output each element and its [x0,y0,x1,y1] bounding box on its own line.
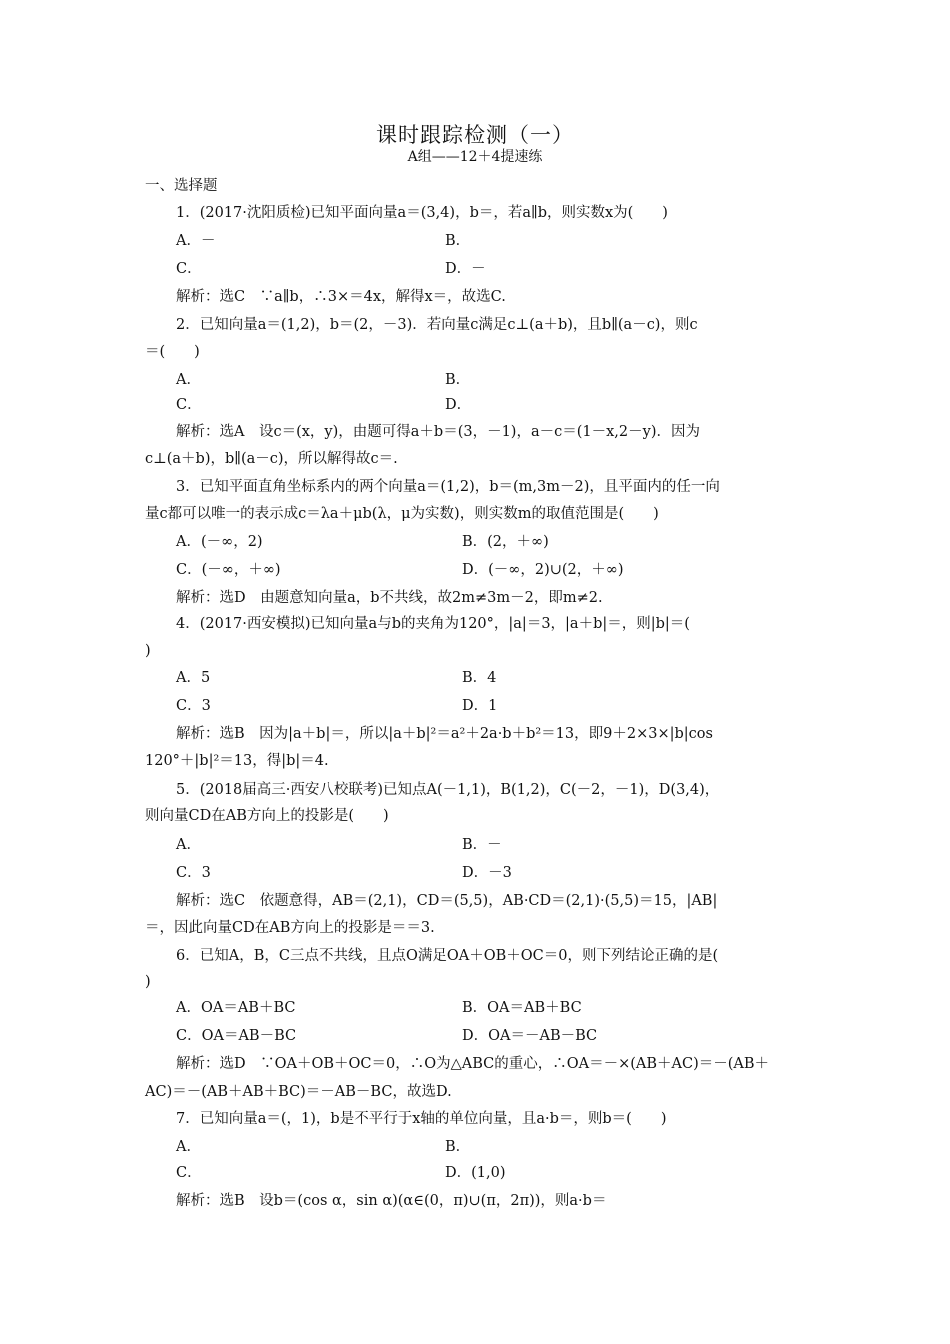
solution-6: 解析：选D ∵OA＋OB＋OC＝0，∴O为△ABC的重心，∴OA＝－×(AB＋AC)＝－(AB＋ [176,1056,770,1072]
option-a: A． [176,372,201,388]
option-d: D．－3 [462,865,512,881]
option-c: C．(－∞，＋∞) [176,562,281,578]
question-1: 1．(2017·沈阳质检)已知平面向量a＝(3,4)，b＝，若a∥b，则实数x为( ) [176,205,668,221]
option-b: B． [445,1139,471,1155]
question-5: 5．(2018届高三·西安八校联考)已知点A(－1,1)，B(1,2)，C(－2，－1)，D(3,4)， [176,782,720,798]
solution-3: 解析：选D 由题意知向量a，b不共线，故2m≠3m－2，即m≠2. [176,590,603,606]
option-c: C．3 [176,865,211,881]
question-2-cont: ＝( ) [145,344,200,360]
question-3-cont: 量c都可以唯一的表示成c＝λa＋μb(λ，μ为实数)，则实数m的取值范围是( ) [145,506,659,522]
question-2: 2．已知向量a＝(1,2)，b＝(2，－3)．若向量c满足c⊥(a＋b)，且b∥(a－c)，则c [176,317,698,333]
option-a: A．OA＝AB＋BC [176,1000,296,1016]
solution-1: 解析：选C ∵a∥b，∴3×＝4x，解得x＝，故选C. [176,289,506,305]
solution-5-cont: ＝，因此向量CD在AB方向上的投影是＝＝3. [145,920,435,936]
option-d: D． [445,397,472,413]
question-6: 6．已知A，B，C三点不共线，且点O满足OA＋OB＋OC＝0，则下列结论正确的是( [176,948,719,964]
option-d: D．OA＝－AB－BC [462,1028,598,1044]
option-b: B．(2，＋∞) [462,534,549,550]
option-b: B． [445,372,471,388]
solution-6-cont: AC)＝－(AB＋AB＋BC)＝－AB－BC，故选D. [145,1084,452,1100]
question-4: 4．(2017·西安模拟)已知向量a与b的夹角为120°，|a|＝3，|a＋b|＝，则|b|＝( [176,616,690,632]
option-c: C． [176,1165,202,1181]
page-title: 课时跟踪检测（一） [376,123,574,147]
section-heading: 一、选择题 [145,178,218,194]
option-a: A． [176,837,201,853]
option-b: B．－ [462,837,502,853]
option-d: D．(－∞，2)∪(2，＋∞) [462,562,624,578]
option-c: C． [176,261,202,277]
option-b: B． [445,233,471,249]
option-a: A．(－∞，2) [176,534,263,550]
page-subtitle: A组——12＋4提速练 [407,149,543,165]
option-b: B．4 [462,670,497,686]
solution-7: 解析：选B 设b＝(cos α，sin α)(α∈(0，π)∪(π，2π))，则a·b＝ [176,1193,607,1209]
option-c: C．3 [176,698,211,714]
option-a: A．－ [176,233,216,249]
option-d: D．1 [462,698,498,714]
question-4-cont: ) [145,643,151,659]
option-b: B．OA＝AB＋BC [462,1000,582,1016]
option-d: D．－ [445,261,486,277]
solution-4: 解析：选B 因为|a＋b|＝，所以|a＋b|²＝a²＋2a·b＋b²＝13，即9＋2×3×|b|cos [176,726,713,742]
question-3: 3．已知平面直角坐标系内的两个向量a＝(1,2)，b＝(m,3m－2)，且平面内的任一向 [176,479,720,495]
question-5-cont: 则向量CD在AB方向上的投影是( ) [145,808,389,824]
option-c: C．OA＝AB－BC [176,1028,297,1044]
solution-2-cont: c⊥(a＋b)，b∥(a－c)，所以解得故c＝. [145,451,398,467]
option-a: A． [176,1139,201,1155]
solution-2: 解析：选A 设c＝(x，y)，由题可得a＋b＝(3，－1)，a－c＝(1－x,2－y)．因为 [176,424,700,440]
option-d: D．(1,0) [445,1165,506,1181]
option-a: A．5 [176,670,211,686]
question-7: 7．已知向量a＝(，1)，b是不平行于x轴的单位向量，且a·b＝，则b＝( ) [176,1111,667,1127]
question-6-cont: ) [145,974,151,990]
solution-4-cont: 120°＋|b|²＝13，得|b|＝4. [145,753,329,769]
option-c: C． [176,397,202,413]
solution-5: 解析：选C 依题意得，AB＝(2,1)，CD＝(5,5)，AB·CD＝(2,1)·(5,5)＝15，|AB| [176,893,718,909]
